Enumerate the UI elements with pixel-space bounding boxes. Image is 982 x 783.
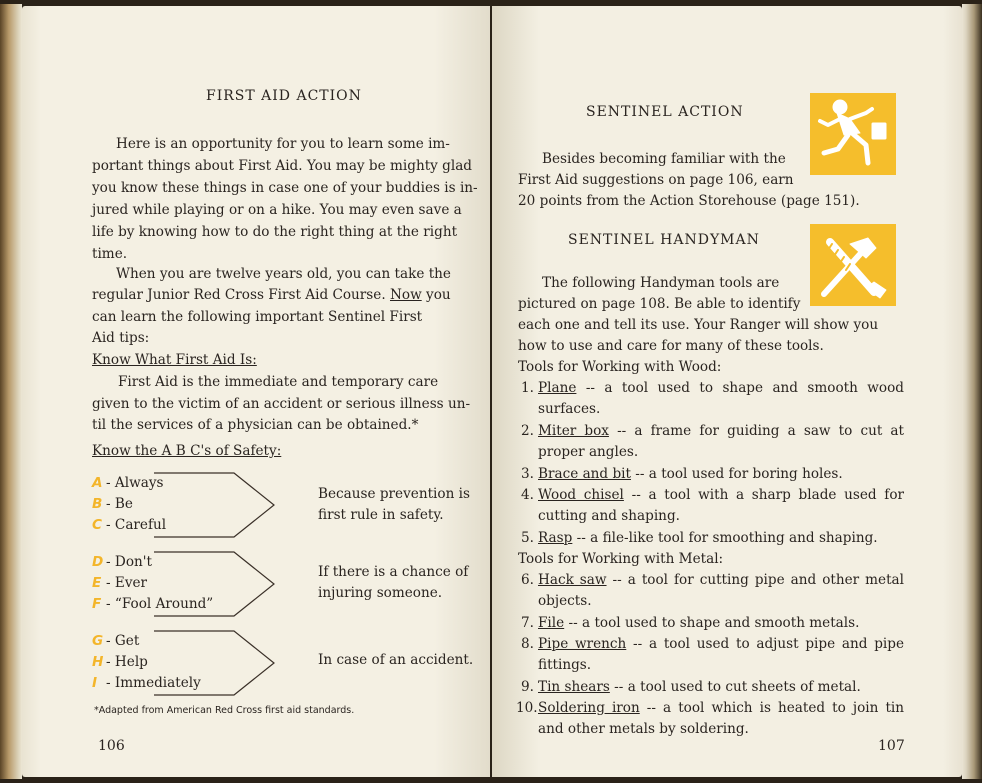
tool-name: Plane xyxy=(538,380,577,396)
abc-item xyxy=(92,573,147,594)
abc-word: - Don't xyxy=(106,554,152,570)
tool-name: Hack saw xyxy=(538,572,607,588)
abc-note: In case of an accident. xyxy=(318,652,474,668)
tool-number: 6. xyxy=(521,572,534,588)
tool-name: Tin shears xyxy=(538,679,610,695)
page-number-left: 106 xyxy=(98,738,125,754)
tool-desc: -- a tool for cutting pipe and other metal objects. xyxy=(538,572,904,610)
tool-item xyxy=(516,485,904,528)
abc-letter: C xyxy=(92,517,102,533)
intro-line: time. xyxy=(92,246,128,262)
course-text: regular Junior Red Cross First Aid Course. xyxy=(92,287,386,303)
abc-letter: B xyxy=(92,496,103,512)
abc-letter: A xyxy=(92,475,103,491)
abc-word: - Immediately xyxy=(106,675,201,691)
tool-desc: -- a tool used to shape and smooth wood surfaces. xyxy=(538,380,904,418)
handyman-line: The following Handyman tools are xyxy=(542,275,780,291)
definition-line: First Aid is the immediate and temporary care xyxy=(118,374,439,390)
book-edge-left xyxy=(0,4,22,779)
course-line: When you are twelve years old, you can take the xyxy=(116,266,451,282)
sentinel-action-heading: SENTINEL ACTION xyxy=(586,104,744,120)
tool-text xyxy=(538,528,904,549)
tool-number: 5. xyxy=(521,530,534,546)
abc-item xyxy=(92,673,201,694)
definition-line: given to the victim of an accident or serious illness un- xyxy=(92,396,471,412)
intro-line: life by knowing how to do the right thing at the right xyxy=(92,224,458,240)
tool-number: 7. xyxy=(521,615,534,631)
abc-item xyxy=(92,473,163,494)
intro-line: you know these things in case one of your buddies is in- xyxy=(92,180,478,196)
abc-group xyxy=(92,472,278,538)
course-line xyxy=(92,287,451,303)
abc-word: - Be xyxy=(106,496,133,512)
intro-line: jured while playing or on a hike. You may even save a xyxy=(92,202,462,218)
abc-group xyxy=(92,630,278,696)
tool-number: 2. xyxy=(521,423,534,439)
tool-text xyxy=(538,677,904,698)
tool-item xyxy=(516,378,904,421)
intro-line: Here is an opportunity for you to learn some im- xyxy=(116,136,450,152)
tool-text xyxy=(538,570,904,613)
emphasis-now: Now xyxy=(389,287,422,303)
abc-note: If there is a chance of injuring someone. xyxy=(318,564,469,601)
tool-desc: -- a tool used to cut sheets of metal. xyxy=(609,679,861,695)
abc-letter: D xyxy=(92,554,104,570)
tool-text xyxy=(538,378,904,421)
definition-line: til the services of a physician can be obtained.* xyxy=(92,417,419,433)
abc-word: - Always xyxy=(106,475,164,491)
tool-item xyxy=(516,570,904,613)
tool-number: 9. xyxy=(521,679,534,695)
handyman-line: each one and tell its use. Your Ranger will show you xyxy=(518,317,879,333)
course-text: you xyxy=(426,287,451,303)
course-line: can learn the following important Sentinel First xyxy=(92,309,423,325)
metal-tools-heading: Tools for Working with Metal: xyxy=(518,551,724,567)
running-boy-icon xyxy=(810,93,896,175)
tool-item xyxy=(516,528,904,549)
tool-number: 10. xyxy=(516,700,538,716)
tool-text xyxy=(538,421,904,464)
abc-word: - Help xyxy=(106,654,148,670)
handyman-line: how to use and care for many of these tools. xyxy=(518,338,824,354)
abc-letter: H xyxy=(92,654,104,670)
tool-name: Soldering iron xyxy=(538,700,640,716)
abc-word: - “Fool Around” xyxy=(106,596,214,612)
wood-tools-heading: Tools for Working with Wood: xyxy=(518,359,722,375)
tool-desc: -- a tool used to adjust pipe and pipe fittings. xyxy=(538,636,904,674)
intro-line: portant things about First Aid. You may be mighty glad xyxy=(92,158,473,174)
tool-desc: -- a file-like tool for smoothing and shaping. xyxy=(572,530,878,546)
course-line: Aid tips: xyxy=(92,330,150,346)
abc-letter: G xyxy=(92,633,104,649)
handyman-line: pictured on page 108. Be able to identify xyxy=(518,296,801,312)
tool-item xyxy=(516,613,904,634)
right-page xyxy=(492,6,962,777)
abc-group xyxy=(92,551,278,617)
action-line: First Aid suggestions on page 106, earn xyxy=(518,172,794,188)
abc-item xyxy=(92,552,152,573)
abc-word: - Get xyxy=(106,633,140,649)
tool-text xyxy=(538,464,904,485)
hammer-and-saw-icon xyxy=(810,224,896,306)
know-what-heading: Know What First Aid Is: xyxy=(92,352,257,368)
abc-heading: Know the A B C's of Safety: xyxy=(92,443,282,459)
tool-text xyxy=(538,613,904,634)
tool-name: Miter box xyxy=(538,423,609,439)
tool-name: File xyxy=(538,615,565,631)
tool-desc: -- a frame for guiding a saw to cut at proper angles. xyxy=(538,423,904,461)
tool-number: 3. xyxy=(521,466,534,482)
tool-item xyxy=(516,698,904,741)
book-edge-right xyxy=(962,4,982,779)
abc-item xyxy=(92,494,133,515)
tool-desc: -- a tool which is heated to join tin and other metals by soldering. xyxy=(538,700,905,738)
tool-name: Wood chisel xyxy=(538,487,624,503)
abc-letter: F xyxy=(92,596,102,612)
tool-text xyxy=(538,698,904,741)
abc-word: - Careful xyxy=(106,517,167,533)
abc-note: Because prevention is first rule in safety. xyxy=(318,486,470,523)
abc-item xyxy=(92,631,139,652)
tool-item xyxy=(516,464,904,485)
sentinel-handyman-heading: SENTINEL HANDYMAN xyxy=(568,232,760,248)
action-line: 20 points from the Action Storehouse (page 151). xyxy=(518,193,860,209)
tool-desc: -- a tool used to shape and smooth metals. xyxy=(564,615,860,631)
abc-item xyxy=(92,594,213,615)
left-page xyxy=(22,6,490,777)
tool-name: Rasp xyxy=(538,530,573,546)
tool-text xyxy=(538,485,904,528)
tool-text xyxy=(538,634,904,677)
tool-number: 8. xyxy=(521,636,534,652)
abc-word: - Ever xyxy=(106,575,148,591)
abc-letter: E xyxy=(92,575,102,591)
tool-name: Brace and bit xyxy=(538,466,631,482)
footnote: *Adapted from American Red Cross first aid standards. xyxy=(94,705,355,716)
page-number-right: 107 xyxy=(878,738,905,754)
tool-desc: -- a tool with a sharp blade used for cutting and shaping. xyxy=(538,487,905,525)
tool-name: Pipe wrench xyxy=(538,636,627,652)
tool-item xyxy=(516,634,904,677)
abc-item xyxy=(92,515,166,536)
abc-item xyxy=(92,652,148,673)
left-page-heading: FIRST AID ACTION xyxy=(206,88,362,104)
tool-number: 1. xyxy=(521,380,534,396)
tool-desc: -- a tool used for boring holes. xyxy=(630,466,843,482)
tool-item xyxy=(516,677,904,698)
action-line: Besides becoming familiar with the xyxy=(542,151,786,167)
tool-number: 4. xyxy=(521,487,534,503)
abc-letter: I xyxy=(92,675,98,691)
tool-item xyxy=(516,421,904,464)
